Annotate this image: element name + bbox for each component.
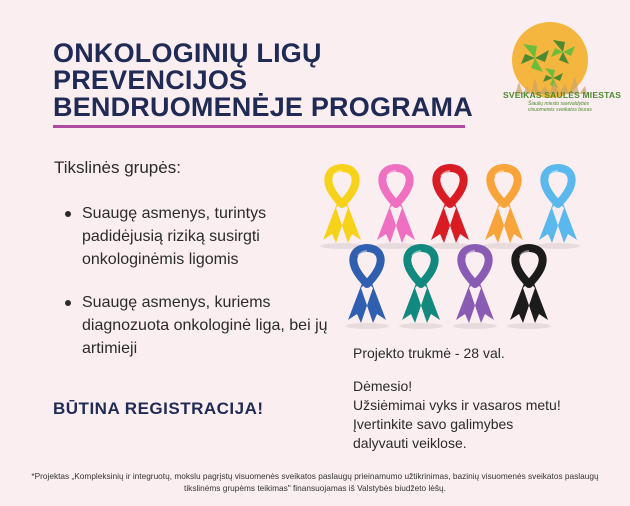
ribbon-icon bbox=[507, 248, 551, 329]
assess-line-1: Įvertinkite savo galimybes bbox=[353, 416, 514, 432]
ribbon-icon bbox=[320, 168, 364, 249]
title-line-3: BENDRUOMENĖJE PROGRAMA bbox=[53, 92, 473, 122]
ribbon-icon bbox=[453, 248, 497, 329]
ribbon-icon bbox=[345, 248, 389, 329]
attention-label: Dėmesio! bbox=[353, 378, 413, 394]
awareness-ribbons bbox=[310, 160, 610, 340]
title-underline bbox=[53, 125, 465, 128]
ribbon-icon bbox=[428, 168, 472, 249]
groups-heading: Tikslinės grupės: bbox=[54, 158, 181, 177]
assess-line-2: dalyvauti veiklose. bbox=[353, 435, 467, 451]
logo-subtitle bbox=[528, 101, 598, 113]
project-duration: Projekto trukmė - 28 val. bbox=[353, 345, 505, 361]
logo-subtitle-line-2: visuomenės sveikatos biuras bbox=[528, 107, 592, 113]
group-item: Suaugę asmenys, turintys padidėjusią riziką susirgti onkologinėmis ligomis bbox=[60, 202, 350, 271]
ribbon-icon bbox=[399, 248, 443, 329]
funding-footnote: *Projektas „Kompleksinių ir integruotų, mokslu pagrįstų visuomenės sveikatos paslaugų prieinamumo užtikrinimas, bazinių visuomenės sveikatos paslaugų tikslinėms grupėms teikimas" finansuojamas iš Valstybės biudžeto lėšų. bbox=[31, 471, 599, 493]
title-line-2: PREVENCIJOS bbox=[53, 65, 248, 95]
logo-subtitle-line-1: Šiaulių miesto savivaldybės bbox=[528, 101, 590, 107]
logo-name: SVEIKAS SAULĖS MIESTAS bbox=[503, 90, 622, 100]
ribbon-icon bbox=[482, 168, 526, 249]
page-title bbox=[53, 40, 473, 121]
registration-notice: BŪTINA REGISTRACIJA! bbox=[53, 399, 264, 418]
ribbon-icon bbox=[536, 168, 580, 249]
ribbon-icon bbox=[374, 168, 418, 249]
group-item: Suaugę asmenys, kuriems diagnozuota onkologinė liga, bei jų artimieji bbox=[60, 291, 350, 360]
groups-list bbox=[60, 202, 350, 380]
summer-notice: Užsiėmimai vyks ir vasaros metu! bbox=[353, 397, 561, 413]
title-line-1: ONKOLOGINIŲ LIGŲ bbox=[53, 38, 322, 68]
info-block bbox=[353, 344, 623, 453]
